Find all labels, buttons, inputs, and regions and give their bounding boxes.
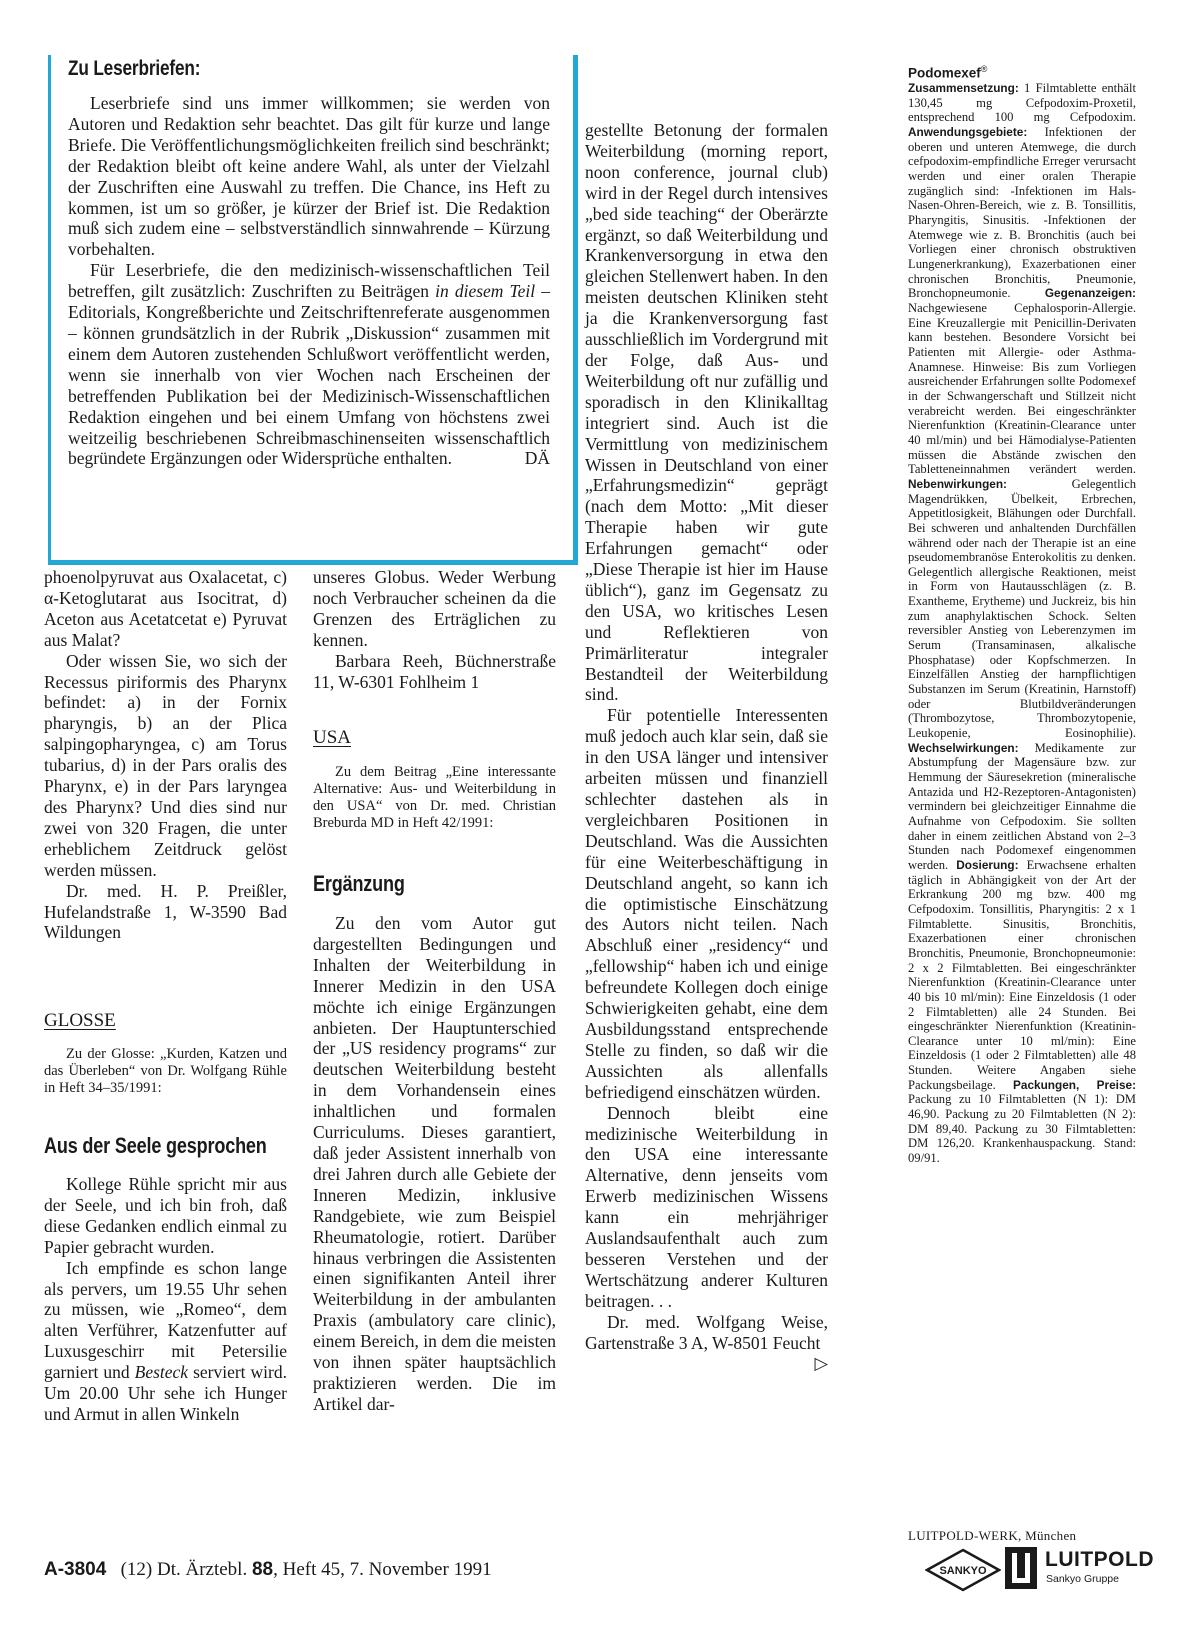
col3-p2: Für potentielle Interessenten muß jedoch auch klar sein, daß sie in den USA länger und intensiver arbeiten müssen und finanziell schlechter dastehen als in vergleichbaren Positionen in Deutschland. Was die Aussichten für eine Weiterbeschäftigung in Deutschland angeht, so kann ich die optimistische Einschätzung des Autors nicht teilen. Nach Abschluß einer „residency“ und „fellowship“ haben ich und einige befreundete Kollegen doch einige Schwierigkeiten gehabt, eine dem Ausbildungsstand entsprechende Stelle zu finden, so daß wir die Aussichten als allenfalls befriedigend einschätzen würden.: [585, 705, 828, 1102]
svg-text:SANKYO: SANKYO: [939, 1565, 987, 1577]
column-1-lower: [44, 1174, 287, 1425]
heading-aus-der-seele: Aus der Seele gesprochen: [44, 1133, 267, 1158]
sidebar-text: Zusammensetzung: 1 Filmtablette enthält 130,45 mg Cefpodoxim-Proxetil, entsprechend 100 mg Cefpodoxim. Anwendungsgebiete: Infektionen der oberen und unteren Atemwege, die durch cefpodoxim-empfindliche Erreger verursacht werden und einer oralen Therapie zugänglich sind: -Infektionen im Hals-Nasen-Ohren-Bereich, wie z. B. Tonsillitis, Pharyngitis, Sinusitis. -Infektionen der Atemwege wie z. B. Bronchitis (auch bei Vorliegen einer chronisch obstruktiven Lungenerkrankung), Exazerbationen einer chronischen Bronchitis, Pneumonie, Bronchopneumonie. Gegenanzeigen: Nachgewiesene Cephalosporin-Allergie. Eine Kreuzallergie mit Penicillin-Derivaten kann bestehen. Besondere Vorsicht bei Patienten mit Allergie- oder Asthma-Anamnese. Hinweise: Bis zum Vorliegen ausreichender Erfahrungen sollte Podomexef in der Schwangerschaft und Stillzeit nicht verabreicht werden. Bei eingeschränkter Nierenfunktion (Kreatinin-Clearance unter 40 ml/min) und bei Hämodialyse-Patienten müssen die Abstände zwischen den Tabletteneinnahmen verändert werden. Nebenwirkungen: Gelegentlich Magendrükken, Übelkeit, Erbrechen, Appetitlosigkeit, Blähungen oder Durchfall. Bei schweren und anhaltenden Durchfällen während oder nach der Therapie ist an eine pseudomembranöse Enterokolitis zu denken. Gelegentlich allergische Reaktionen, meist in Form von Hautausschlägen (z. B. Exantheme, Erytheme) und Juckreiz, bis hin zum anaphylaktischen Schock. Selten reversibler Anstieg von Leberenzymen im Serum (Transaminasen, alkalische Phosphatase) oder Kopfschmerzen. In Einzelfällen Anstieg der harnpflichtigen Substanzen im Serum (Kreatinin, Harnstoff) oder Blutbildveränderungen (Thrombozytose, Thrombozytopenie, Leukopenie, Eosinophilie). Wechselwirkungen: Medikamente zur Abstumpfung der Magensäure bzw. zur Hemmung der Säuresekretion (mineralische Antazida und H2-Rezeptoren-Antagonisten) vermindern bei gleichzeitiger Einnahme die Aufnahme von Cefpodoxim. Sie sollten daher in einem zeitlichen Abstand von 2–3 Stunden nach Podomexef eingenommen werden. Dosierung: Erwachsene erhalten täglich in Abhängigkeit von der Art der Erkrankung 200 mg bzw. 400 mg Cefpodoxim. Tonsillitis, Pharyngitis: 2 x 1 Filmtablette. Sinusitis, Bronchitis, Exazerbationen einer chronischen Bronchitis, Pneumonie, Bronchopneumonie: 2 x 2 Filmtabletten. Bei eingeschränkter Nierenfunktion (Kreatinin-Clearance unter 40 bis 10 ml/min): Eine Einzeldosis (1 oder 2 Filmtabletten) alle 24 Stunden. Bei eingeschränkter Nierenfunktion (Kreatinin-Clearance unter 10 ml/min): Eine Einzeldosis (1 oder 2 Filmtabletten) alle 48 Stunden. Weitere Angaben siehe Packungsbeilage. Packungen, Preise: Packung zu 10 Filmtabletten (N 1): DM 46,90. Packung zu 20 Filmtabletten (N 2): DM 89,40. Packung zu 30 Filmtabletten: DM 126,20. Krankenhauspackung. Stand: 09/91.: [908, 81, 1137, 1166]
col1-p4: Ich empfinde es schon lange als pervers, um 19.55 Uhr sehen zu müssen, wie „Romeo“, dem alten Verführer, Katzenfutter auf Luxusgeschirr mit Petersilie garniert und Besteck serviert wird. Um 20.00 Uhr sehe ich Hunger und Armut in allen Winkeln: [44, 1257, 287, 1424]
col3-p3: Dennoch bleibt eine medizinische Weiterbildung in den USA eine interessante Alternative, denn jenseits vom Erwerb medizinischen Wissens kann ein mehrjähriger Auslandsaufenthalt auch zum besseren Verstehen und der Wertschätzung anderer Kulturen beitragen. . .: [585, 1102, 828, 1311]
leserbriefe-p2: Für Leserbriefe, die den medizinisch-wissenschaftlichen Teil betreffen, gilt zusätzlich: Zuschriften zu Beiträgen in diesem Teil – Editorials, Kongreßberichte und Zeitschriftenreferate ausgenommen – können grundsätzlich in der Rubrik „Diskussion“ zusammen mit einem dem Autoren zustehenden Schlußwort veröffentlicht werden, wenn sie innerhalb von vier Wochen nach Erscheinen der betreffenden Publikation bei der Medizinisch-Wissenschaftlichen Redaktion eingehen und bei einem Umfang von höchstens zwei weitzeilig beschriebenen Schreibmaschinenseiten wissenschaftlich begründete Ergänzungen oder Widersprüche enthalten. DÄ: [68, 260, 550, 469]
sankyo-logo: [925, 1548, 1001, 1592]
leserbriefe-title: Zu Leserbriefen:: [68, 57, 201, 80]
section-usa: USA: [313, 727, 352, 748]
col3-p1: gestellte Betonung der formalen Weiterbildung (morning report, noon conference, journal club) wird in der Regel durch intensives „bed side teaching“ der Oberärzte ergänzt, so daß Weiterbildung und Krankenversorgung in etwa den gleichen Stellenwert haben. In den meisten deutschen Kliniken steht ja die Krankenversorgung fast ausschließlich im Vordergrund mit der Folge, daß Aus- und Weiterbildung oft nur zufällig und sporadisch in den Klinikalltag integriert sind. Auch ist die Vermittlung von medizinischem Wissen in Deutschland von einer „Erfahrungsmedizin“ geprägt (nach dem Motto: „Mit dieser Therapie haben wir gute Erfahrungen gemacht“ oder „Diese Therapie ist hier im Hause üblich“), ganz im Gegensatz zu den USA, wo kritisches Lesen und Reflektieren von Primärliteratur integraler Bestandteil der Weiterbildung sind.: [585, 120, 828, 705]
column-3: [585, 120, 828, 1374]
luitpold-logo-text: LUITPOLD: [1045, 1548, 1154, 1571]
heading-ergaenzung: Ergänzung: [313, 871, 405, 896]
column-2-lower: [313, 913, 556, 1415]
luitpold-logo-subtitle: Sankyo Gruppe: [1046, 1573, 1119, 1585]
column-1: [44, 567, 287, 943]
col2-p1: unseres Globus. Weder Werbung noch Verbraucher scheinen da die Grenzen des Erträglichen zu kennen.: [313, 567, 556, 650]
col1-p2: Oder wissen Sie, wo sich der Recessus piriformis des Pharynx befindet: a) in der Fornix pharyngis, b) an der Plica salpingopharyngea, c) am Torus tubarius, d) in der Pars oralis des Pharynx, e) in der Pars laryngea des Pharynx? Und dies sind nur zwei von 320 Fragen, die unter erheblichem Zeitdruck gelöst werden müssen.: [44, 650, 287, 880]
col1-p1: phoenolpyruvat aus Oxalacetat, c) α-Ketoglutarat aus Isocitrat, d) Aceton aus Acetatcetat e) Pyruvat aus Malat?: [44, 567, 287, 650]
col2-p2: Zu den vom Autor gut dargestellten Bedingungen und Inhalten der Weiterbildung in Innerer Medizin in den USA möchte ich einige Ergänzungen anbieten. Der Hauptunterschied der „US residency programs“ zur deutschen Weiterbildung besteht in dem Vorhandensein eines inhaltlichen und formalen Curriculums. Dieses garantiert, daß jeder Assistent innerhalb von drei Jahren durch alle Gebiete der Inneren Medizin, inklusive Randgebiete, wie zum Beispiel Rheumatologie, rotiert. Darüber hinaus verbringen die Assistenten einen signifikanten Anteil ihrer Weiterbildung in der ambulanten Praxis (ambulatory care clinic), einem Bereich, in dem die meisten von ihnen später hauptsächlich praktizieren werden. Die im Artikel dar-: [313, 913, 556, 1414]
podomexef-sidebar: [908, 62, 1136, 1166]
leserbriefe-signature: DÄ: [524, 448, 550, 469]
section-glosse: GLOSSE: [44, 1010, 116, 1031]
luitpold-mark-icon: [1005, 1547, 1037, 1589]
sidebar-title: Podomexef®: [908, 64, 988, 81]
leserbriefe-p1: Leserbriefe sind uns immer willkommen; sie werden von Autoren und Redaktion sehr beachtet. Das gilt für kurze und lange Briefe. Die Veröffentlichungsmöglichkeiten freilich sind beschränkt; der Redaktion bleibt oft keine andere Wahl, als unter der Vielzahl der Zuschriften eine Auswahl zu treffen. Die Chance, ins Heft zu kommen, ist um so größer, je kürzer der Brief ist. Die Redaktion muß sich zudem eine – selbstverständlich sinnwahrende – Kürzung vorbehalten.: [68, 93, 550, 260]
col3-signature: Dr. med. Wolfgang Weise, Gartenstraße 3 A, W-8501 Feucht ▷: [585, 1311, 828, 1374]
page-footer: A-3804 (12) Dt. Ärztebl. 88, Heft 45, 7. November 1991: [44, 1559, 492, 1580]
usa-intro: Zu dem Beitrag „Eine interessante Alternative: Aus- und Weiterbildung in den USA“ von Dr. med. Christian Breburda MD in Heft 42/1991:: [313, 764, 556, 831]
col2-signature: Barbara Reeh, Büchnerstraße 11, W-6301 Fohlheim 1: [313, 650, 556, 692]
leserbriefe-text: [68, 93, 550, 469]
col1-signature: Dr. med. H. P. Preißler, Hufelandstraße 1, W-3590 Bad Wildungen: [44, 880, 287, 943]
column-2: [313, 567, 556, 692]
continue-arrow-icon: ▷: [814, 1353, 828, 1374]
glosse-intro: Zu der Glosse: „Kurden, Katzen und das Überleben“ von Dr. Wolfgang Rühle in Heft 34–35/1991:: [44, 1046, 287, 1096]
manufacturer: LUITPOLD-WERK, München: [908, 1528, 1077, 1543]
col1-p3: Kollege Rühle spricht mir aus der Seele, und ich bin froh, daß diese Gedanken endlich einmal zu Papier gebracht wurden.: [44, 1174, 287, 1257]
